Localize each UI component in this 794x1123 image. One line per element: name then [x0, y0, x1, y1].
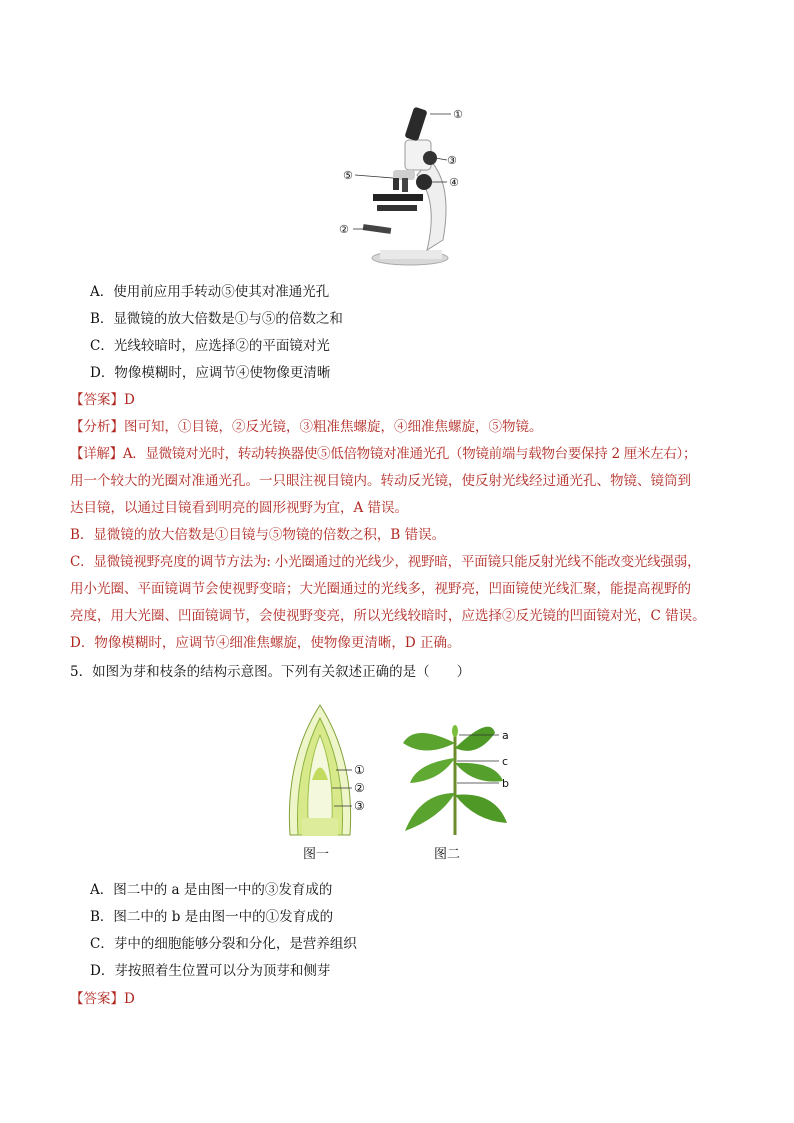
stage — [373, 194, 423, 201]
q4-detail-line-6: 用小光圈、平面镜调节会使视野变暗；大光圈通过的光线多，视野亮，凹面镜使光线汇聚，能提高视野的 — [70, 581, 691, 597]
mirror — [363, 224, 392, 234]
q4-option-a: A．使用前应用手转动⑤使其对准通光孔 — [90, 284, 330, 300]
branch-label-b: b — [502, 777, 509, 790]
q4-analysis-tag: 【分析】 — [70, 419, 124, 435]
q5-stem: 5．如图为芽和枝条的结构示意图。下列有关叙述正确的是（ ） — [70, 664, 471, 680]
terminal-bud-a — [452, 725, 458, 737]
microscope-label-4: ④ — [449, 176, 459, 189]
q4-option-d: D．物像模糊时，应调节④使物像更清晰 — [90, 365, 331, 381]
q5-option-b: B．图二中的 b 是由图一中的①发育成的 — [90, 909, 334, 925]
microscope-label-3: ③ — [447, 154, 457, 167]
q5-answer-tag: 【答案】 — [70, 991, 124, 1007]
microscope-label-5: ⑤ — [343, 169, 353, 182]
q4-detail-line-1 — [70, 444, 696, 464]
fig1-caption: 图一 — [303, 847, 330, 862]
bud-label-1: ① — [354, 763, 365, 777]
microscope-label-2: ② — [339, 223, 349, 236]
q5-option-c: C．芽中的细胞能够分裂和分化，是营养组织 — [90, 936, 357, 952]
q5-answer-value: D — [124, 991, 135, 1007]
microscope-label-1: ① — [453, 108, 463, 121]
q5-answer — [70, 989, 135, 1009]
bud-figure — [280, 700, 390, 840]
eyepiece — [404, 107, 427, 142]
q4-detail-line-7: 亮度，用大光圈、凹面镜调节，会使视野变亮，所以光线较暗时，应选择②反光镜的凹面镜对光，C 错误。 — [70, 608, 706, 624]
q4-option-c: C．光线较暗时，应选择②的平面镜对光 — [90, 338, 330, 354]
q4-answer-tag: 【答案】 — [70, 392, 124, 408]
fig2-caption: 图二 — [434, 847, 461, 862]
q4-detail-line-2: 用一个较大的光圈对准通光孔。一只眼注视目镜内。转动反光镜，使反射光线经过通光孔、物镜、镜筒到 — [70, 473, 691, 489]
q4-answer — [70, 390, 135, 410]
branch-figure — [395, 703, 520, 838]
q4-detail-tag: 【详解】 — [70, 446, 123, 462]
branch-label-a: a — [502, 729, 509, 742]
q4-analysis-text: 图可知，①目镜，②反光镜，③粗准焦螺旋，④细准焦螺旋，⑤物镜。 — [124, 419, 543, 435]
q4-answer-value: D — [124, 392, 135, 408]
microscope-arm — [417, 160, 446, 250]
q4-analysis — [70, 417, 543, 437]
q4-detail-line-3: 达目镜，以通过目镜看到明亮的圆形视野为宜，A 错误。 — [70, 500, 409, 516]
bud-label-2: ② — [354, 781, 365, 795]
branch-label-c: c — [502, 755, 509, 768]
q4-detail-line-5: C．显微镜视野亮度的调节方法为: 小光圈通过的光线少，视野暗，平面镜只能反射光线不能改变光线强弱， — [70, 554, 701, 570]
objective-lens — [393, 178, 399, 190]
q5-option-d: D．芽按照着生位置可以分为顶芽和侧芽 — [90, 963, 331, 979]
microscope-figure — [335, 100, 470, 270]
q5-option-a: A．图二中的 a 是由图一中的③发育成的 — [90, 882, 333, 898]
q4-option-b: B．显微镜的放大倍数是①与⑤的倍数之和 — [90, 311, 343, 327]
q4-detail-line-8: D．物像模糊时，应调节④细准焦螺旋，使物像更清晰，D 正确。 — [70, 635, 461, 651]
q4-detail-line-4: B．显微镜的放大倍数是①目镜与⑤物镜的倍数之积，B 错误。 — [70, 527, 446, 543]
q4-detail-text-1: A．显微镜对光时，转动转换器使⑤低倍物镜对准通光孔（物镜前端与载物台要保持 2 厘米左右）； — [122, 446, 697, 462]
bud-label-3: ③ — [354, 799, 365, 813]
fine-adjust-knob — [416, 174, 432, 190]
coarse-adjust-knob — [423, 151, 437, 165]
